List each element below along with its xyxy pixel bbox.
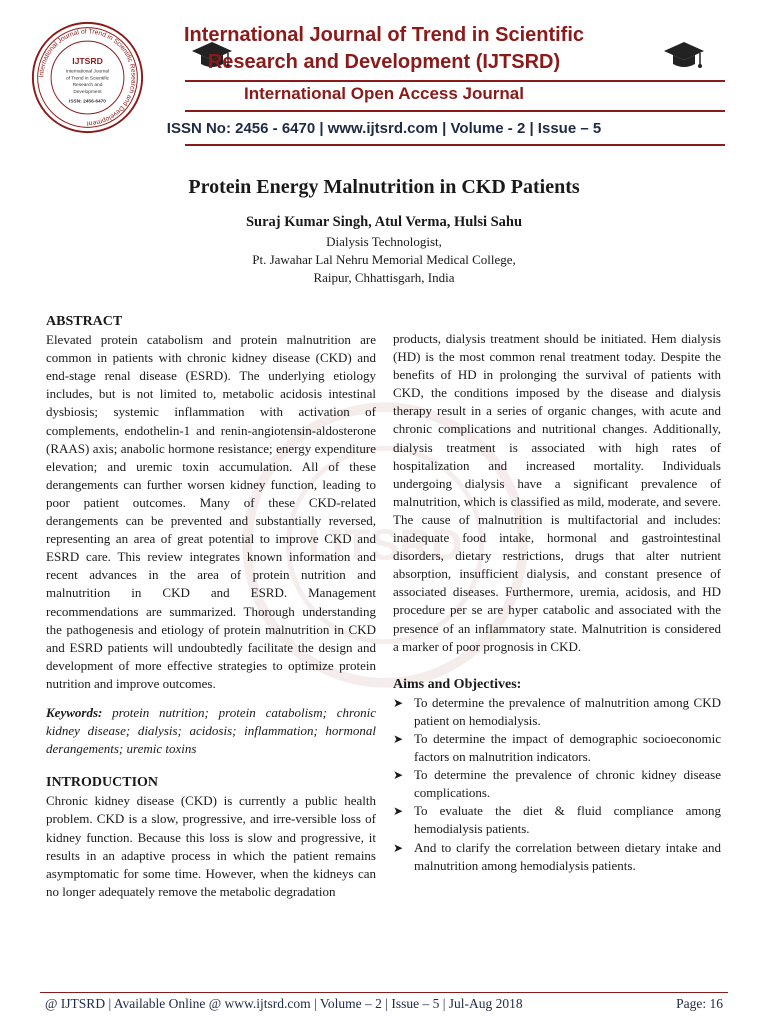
aim-text: To determine the prevalence of malnutrition among CKD patient on hemodialysis. xyxy=(414,694,721,728)
header-divider xyxy=(185,80,725,82)
list-item xyxy=(393,766,721,802)
list-item xyxy=(393,730,721,766)
right-column xyxy=(393,330,721,875)
aim-text: To determine the prevalence of chronic kidney disease complications. xyxy=(414,767,721,801)
list-item xyxy=(393,802,721,838)
arrow-bullet-icon: ➤ xyxy=(393,731,404,746)
paper-authors: Suraj Kumar Singh, Atul Verma, Hulsi Sahu xyxy=(245,214,523,230)
list-item xyxy=(393,694,721,730)
arrow-bullet-icon: ➤ xyxy=(393,840,404,855)
journal-title-line-1: International Journal of Trend in Scientific xyxy=(183,24,585,46)
introduction-heading: INTRODUCTION xyxy=(46,775,159,791)
logo-ring-text: International Journal of Trend in Scientific Research and Development xyxy=(38,28,137,127)
keywords-label: Keywords: xyxy=(46,704,103,720)
abstract-text: Elevated protein catabolism and protein malnutrition are common in patients with chronic kidney disease (CKD) and end-stage renal disease (ESRD). The underlying etiology includes, but is not limited to, metabolic acidosis intestinal dysbiosis; systemic inflammation with activation of complements, endothelin-1 and renin-angiotensin-aldosterone (RAAS) axis; anabolic hormone resistance; energy expenditure elevation; and uremic toxin accumulation. All of these derangements can further worsen kidney function, leading to poor patient outcomes. Many of these CKD-related derangements can be prevented and substantially reversed, representing an area of great potential to improve CKD and ESRD care. This review integrates known information and recent advances in the area of protein nutrition and malnutrition in CKD and ESRD. Management recommendations are summarized. Thorough understanding the pathogenesis and etiology of protein malnutrition in CKD and ESRD patients will undoubtedly facilitate the design and development of more effective strategies to optimize protein nutrition and improve outcomes. xyxy=(46,332,376,691)
aim-text: And to clarify the correlation between dietary intake and malnutrition among hemodialysis patients. xyxy=(414,839,721,873)
logo-inner-3: Research and xyxy=(72,83,103,89)
aims-list xyxy=(393,694,721,875)
aim-text: To evaluate the diet & fluid compliance among hemodialysis patients. xyxy=(414,803,721,837)
logo-inner-1: International Journal xyxy=(65,69,110,75)
left-column xyxy=(46,313,376,901)
affiliation-line: Dialysis Technologist, xyxy=(326,234,442,249)
header-divider xyxy=(185,144,725,146)
abstract-heading: ABSTRACT xyxy=(46,314,123,329)
paper-title: Protein Energy Malnutrition in CKD Patients xyxy=(188,176,580,198)
arrow-bullet-icon: ➤ xyxy=(393,768,404,783)
list-item xyxy=(393,839,721,875)
affiliation-line: Pt. Jawahar Lal Nehru Memorial Medical College, xyxy=(252,252,516,267)
journal-title-line-2: Research and Development (IJTSRD) xyxy=(207,51,561,73)
svg-text:IJTSRD: IJTSRD xyxy=(307,521,463,570)
header-divider xyxy=(185,110,725,112)
keywords-text: protein nutrition; protein catabolism; chronic kidney disease; dialysis; acidosis; inflammation; hormonal derangements; uremic toxins xyxy=(46,704,376,757)
logo-abbr: IJTSRD xyxy=(72,56,103,67)
logo-inner-2: of Trend in Scientific xyxy=(65,76,110,82)
keywords-paragraph xyxy=(46,704,376,758)
journal-subtitle: International Open Access Journal xyxy=(244,84,524,103)
arrow-bullet-icon: ➤ xyxy=(393,804,404,819)
issn-line: ISSN No: 2456 - 6470 | www.ijtsrd.com | Volume - 2 | Issue – 5 xyxy=(166,120,602,137)
logo-issn: ISSN: 2456-6470 xyxy=(69,99,106,105)
logo-inner-4: Development xyxy=(73,89,102,95)
aims-heading: Aims and Objectives: xyxy=(393,676,522,692)
aim-text: To determine the impact of demographic socioeconomic factors on malnutrition indicators. xyxy=(414,730,721,765)
introduction-continuation: products, dialysis treatment should be initiated. Hem dialysis (HD) is the most common renal treatment today. Despite the benefits of HD in prolonging the survival of patients with CKD, the conditions imposed by the disease and dialysis therapy result in a series of organic changes, with acute and chronic complications and nutritional changes. Additionally, dialysis treatment is associated with high rates of hospitalization and increased mortality. Individuals undergoing dialysis have a significant prevalence of malnutrition, which is classified as mild, moderate, and severe. The cause of malnutrition is multifactorial and includes: inadequate food intake, hormonal and gastrointestinal disorders, dietary restrictions, drugs that alter nutrient absorption, insufficient dialysis, and constant presence of associated diseases. Furthermore, uremia, acidosis, and HD procedure per se are hyper catabolic and associated with the presence of an inflammatory state. Malnutrition is considered a marker of poor prognosis in CKD. xyxy=(393,331,721,654)
footer-text: @ IJTSRD | Available Online @ www.ijtsrd.com | Volume – 2 | Issue – 5 | Jul-Aug 2018 xyxy=(45,996,523,1011)
introduction-text: Chronic kidney disease (CKD) is currently a public health problem. CKD is a slow, progressive, and irre-versible loss of kidney function. Because this loss is slow and progressive, it results in an adaptive process in which the patient remains asymptomatic for some time. However, when the kidneys can no longer adequately remove the metabolic degradation xyxy=(46,793,376,899)
arrow-bullet-icon: ➤ xyxy=(393,695,404,710)
footer-divider xyxy=(40,992,728,993)
page-footer xyxy=(45,996,723,1012)
page-number: Page: 16 xyxy=(676,996,723,1011)
affiliation-line: Raipur, Chhattisgarh, India xyxy=(313,270,455,285)
